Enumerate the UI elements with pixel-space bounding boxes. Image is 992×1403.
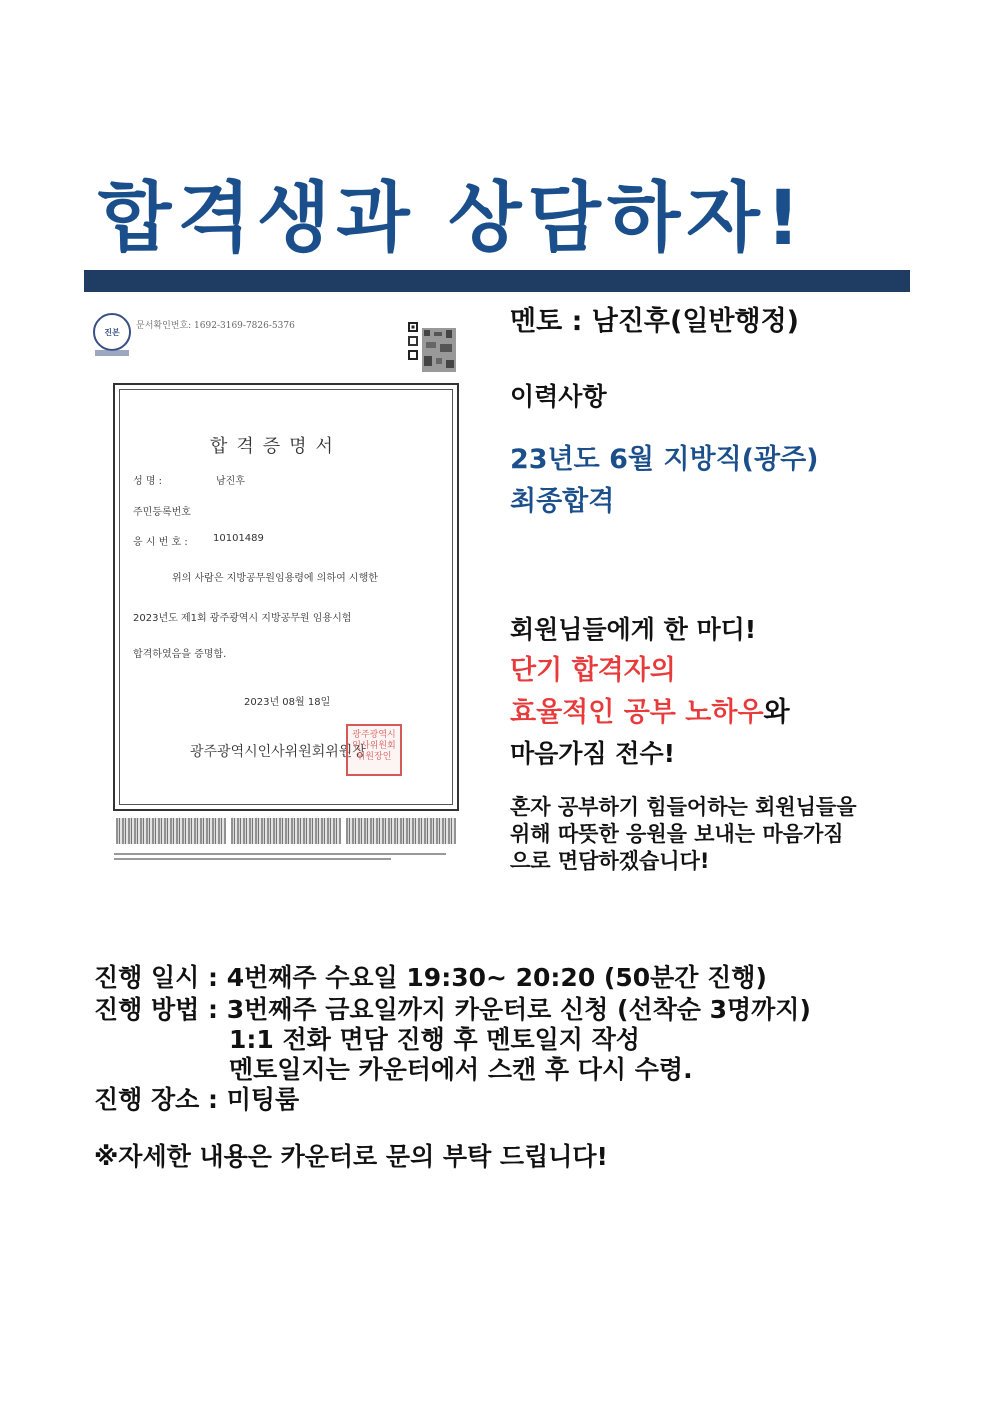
cert-name-value: 남진후 — [216, 476, 245, 487]
cert-exam-no-value: 10101489 — [213, 533, 264, 544]
cert-issuer: 광주광역시인사위원회위원장 — [190, 744, 366, 760]
message-highlight-1: 단기 합격자의 — [510, 655, 676, 686]
mentor-name: 멘토 : 남진후(일반행정) — [510, 306, 800, 337]
barcode-1 — [116, 818, 226, 844]
cert-footnote-placeholder — [114, 850, 460, 863]
message-line-3: 마음가짐 전수! — [510, 739, 676, 768]
qr-code-icon — [408, 322, 458, 374]
authenticity-seal-icon — [93, 313, 131, 351]
schedule-date: 진행 일시 : 4번째주 수요일 19:30~ 20:20 (50분간 진행) — [94, 963, 767, 992]
history-result: 최종합격 — [510, 486, 615, 517]
message-highlight-suffix: 와 — [763, 697, 790, 728]
cert-body-line-2: 2023년도 제1회 광주광역시 지방공무원 임용시험 — [133, 613, 352, 624]
schedule-method-2: 1:1 전화 면담 진행 후 멘토일지 작성 — [229, 1025, 640, 1054]
cert-body-line-1: 위의 사람은 지방공무원임용령에 의하여 시행한 — [172, 573, 378, 584]
barcode-3 — [346, 818, 456, 844]
message-body-3: 으로 면담하겠습니다! — [510, 849, 710, 873]
barcode-2 — [231, 818, 341, 844]
cert-resident-label: 주민등록번호 — [133, 507, 191, 518]
history-label: 이력사항 — [510, 382, 607, 411]
message-body-2: 위해 따뜻한 응원을 보내는 마음가짐 — [510, 822, 844, 846]
message-heading: 회원님들에게 한 마디! — [510, 615, 757, 644]
message-highlight-2: 효율적인 공부 노하우 — [510, 697, 764, 728]
history-exam: 23년도 6월 지방직(광주) — [510, 444, 819, 475]
cert-date: 2023년 08월 18일 — [244, 697, 331, 708]
cert-name-label: 성 명 : — [133, 476, 163, 487]
document-number: 문서확인번호: 1692-3169-7826-5376 — [136, 321, 295, 331]
message-highlight-line-2 — [510, 694, 790, 732]
page-title: 합격생과 상담하자! — [98, 173, 807, 262]
cert-exam-no-label: 응 시 번 호 : — [133, 537, 188, 548]
certificate-heading: 합격증명서 — [210, 436, 342, 457]
footer-note: ※자세한 내용은 카운터로 문의 부탁 드립니다! — [94, 1142, 608, 1171]
seal-underline — [95, 350, 129, 356]
stamp-text: 광주광역시인사위원회위원장인 — [352, 730, 396, 762]
message-body-1: 혼자 공부하기 힘들어하는 회원님들을 — [510, 795, 857, 819]
schedule-method-1: 진행 방법 : 3번째주 금요일까지 카운터로 신청 (선착순 3명까지) — [94, 995, 811, 1024]
schedule-method-3: 멘토일지는 카운터에서 스캔 후 다시 수령. — [229, 1055, 693, 1084]
official-stamp — [346, 724, 402, 776]
title-divider-bar — [84, 270, 910, 292]
cert-body-line-3: 합격하였음을 증명함. — [133, 649, 227, 660]
schedule-place: 진행 장소 : 미팅룸 — [94, 1085, 300, 1114]
seal-text: 진본 — [104, 327, 120, 337]
